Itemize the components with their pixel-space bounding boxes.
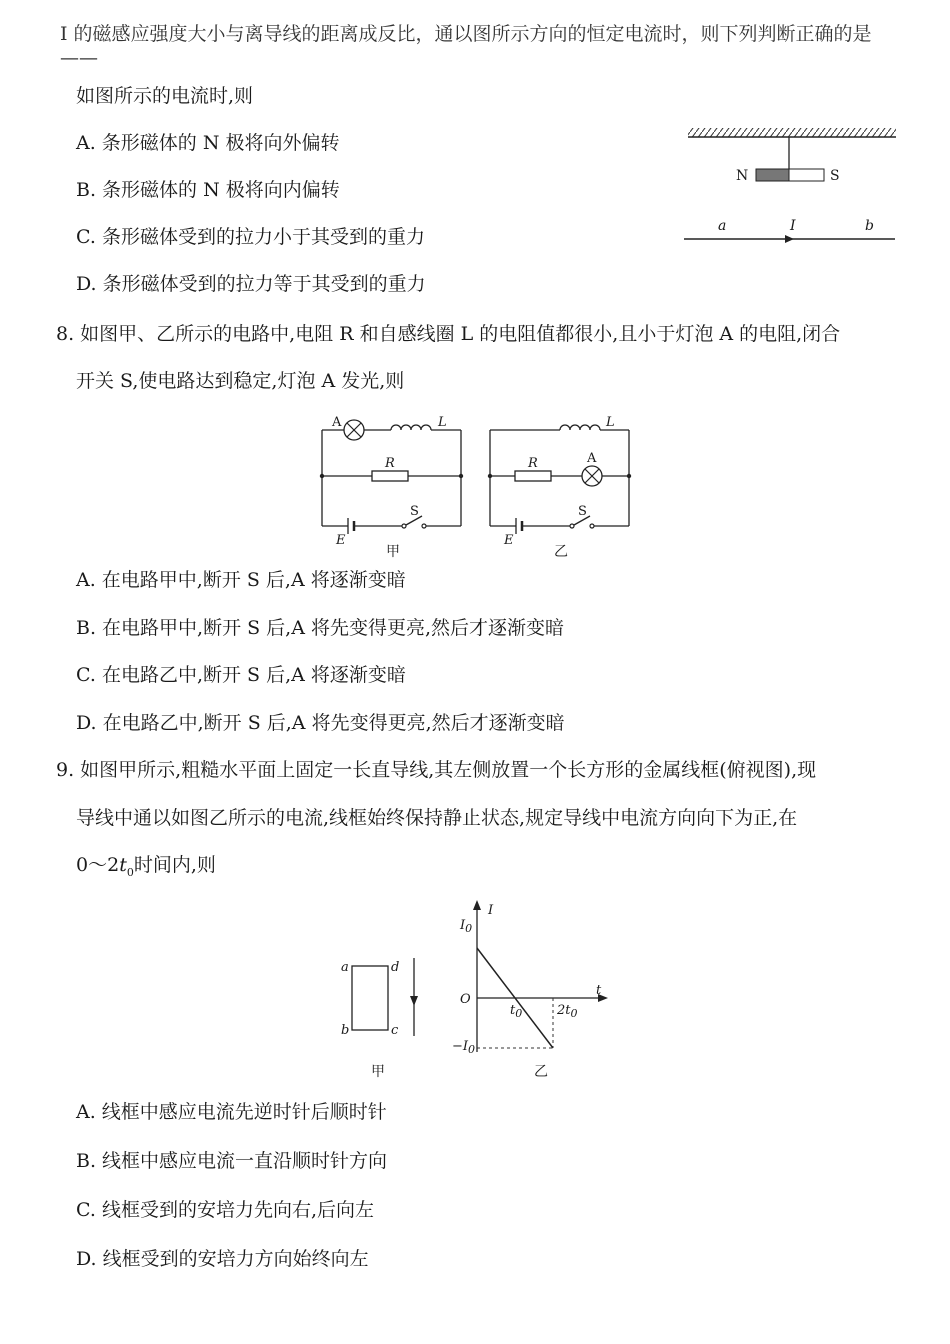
q7-option-a: A. 条形磁体的 N 极将向外偏转: [76, 132, 340, 154]
q9-figure: [336, 896, 616, 1086]
wire-end-b: b: [865, 218, 874, 234]
caption-yi: 乙: [554, 544, 568, 560]
current-time-graph: [452, 900, 608, 1080]
svg-text:c: c: [391, 1023, 399, 1038]
q8-stem-line2: 开关 S,使电路达到稳定,灯泡 A 发光,则: [76, 370, 405, 392]
magnet-north-half: [756, 169, 789, 181]
magnet-south-half: [789, 169, 824, 181]
svg-text:E: E: [504, 533, 514, 548]
inductor-coil-icon: [560, 425, 600, 430]
svg-text:L: L: [438, 415, 447, 430]
svg-text:A: A: [332, 415, 342, 430]
svg-text:A: A: [587, 451, 597, 466]
q9-option-b: B. 线框中感应电流一直沿顺时针方向: [76, 1150, 388, 1172]
q8-stem-line1: 8. 如图甲、乙所示的电路中,电阻 R 和自感线圈 L 的电阻值都很小,且小于灯泡 A 的电阻,闭合: [56, 323, 841, 345]
q7-option-b: B. 条形磁体的 N 极将向内偏转: [76, 179, 340, 201]
metal-frame: [352, 966, 388, 1030]
north-pole-label: N: [736, 168, 749, 184]
q9-option-c: C. 线框受到的安培力先向右,后向左: [76, 1199, 374, 1221]
x-axis-label: t: [596, 983, 602, 998]
frame-and-wire: [341, 958, 418, 1080]
svg-text:E: E: [336, 533, 346, 548]
q8-option-b: B. 在电路甲中,断开 S 后,A 将先变得更亮,然后才逐渐变暗: [76, 617, 565, 639]
resistor-icon: [515, 471, 551, 481]
q7-option-c: C. 条形磁体受到的拉力小于其受到的重力: [76, 226, 425, 248]
wire-current-arrow-icon: [410, 996, 418, 1006]
svg-text:S: S: [410, 504, 419, 519]
origin-label: O: [460, 992, 471, 1007]
q7-stem-tail: 如图所示的电流时,则: [76, 85, 254, 107]
ceiling-hatch: [688, 128, 896, 137]
svg-text:b: b: [341, 1023, 350, 1038]
q7-magnet-figure: [684, 124, 899, 249]
inductor-coil-icon: [391, 425, 431, 430]
circuit-yi: [488, 415, 631, 560]
caption-yi: 乙: [534, 1064, 548, 1080]
q8-option-c: C. 在电路乙中,断开 S 后,A 将逐渐变暗: [76, 664, 406, 686]
q9-stem-line1: 9. 如图甲所示,粗糙水平面上固定一长直导线,其左侧放置一个长方形的金属线框(俯视图),现: [56, 759, 817, 781]
2t0-tick-label: $2t_0$: [557, 1003, 578, 1020]
q9-stem-line3: $0\sim 2t_0$时间内,则: [76, 854, 216, 879]
q8-circuit-figure: [316, 408, 636, 564]
q8-option-a: A. 在电路甲中,断开 S 后,A 将逐渐变暗: [76, 569, 406, 591]
neg-i0-tick-label: $-I_0$: [452, 1039, 476, 1056]
current-label: I: [790, 218, 796, 234]
circuit-jia: [320, 415, 463, 560]
cropped-previous-line: I 的磁感应强度大小与离导线的距离成反比，通以图所示方向的恒定电流时，则下列判断正确的是——: [60, 23, 872, 69]
svg-text:R: R: [528, 456, 538, 471]
q9-option-d: D. 线框受到的安培力方向始终向左: [76, 1248, 369, 1270]
current-arrow-icon: [785, 235, 794, 243]
y-axis-arrow-icon: [473, 900, 481, 910]
wire-end-a: a: [718, 218, 727, 234]
q8-option-d: D. 在电路乙中,断开 S 后,A 将先变得更亮,然后才逐渐变暗: [76, 712, 565, 734]
y-axis-label: I: [488, 903, 494, 918]
t0-tick-label: $t_0$: [510, 1003, 523, 1020]
caption-jia: 甲: [386, 544, 400, 560]
resistor-icon: [372, 471, 408, 481]
i0-tick-label: $I_0$: [460, 918, 473, 935]
svg-text:d: d: [391, 960, 400, 975]
q7-option-d: D. 条形磁体受到的拉力等于其受到的重力: [76, 273, 426, 295]
svg-text:a: a: [341, 960, 349, 975]
q9-option-a: A. 线框中感应电流先逆时针后顺时针: [76, 1101, 387, 1123]
q9-stem-line2: 导线中通以如图乙所示的电流,线框始终保持静止状态,规定导线中电流方向向下为正,在: [76, 807, 798, 829]
svg-text:S: S: [578, 504, 587, 519]
svg-text:R: R: [385, 456, 395, 471]
svg-text:L: L: [606, 415, 615, 430]
caption-jia: 甲: [371, 1064, 385, 1080]
south-pole-label: S: [830, 168, 840, 184]
